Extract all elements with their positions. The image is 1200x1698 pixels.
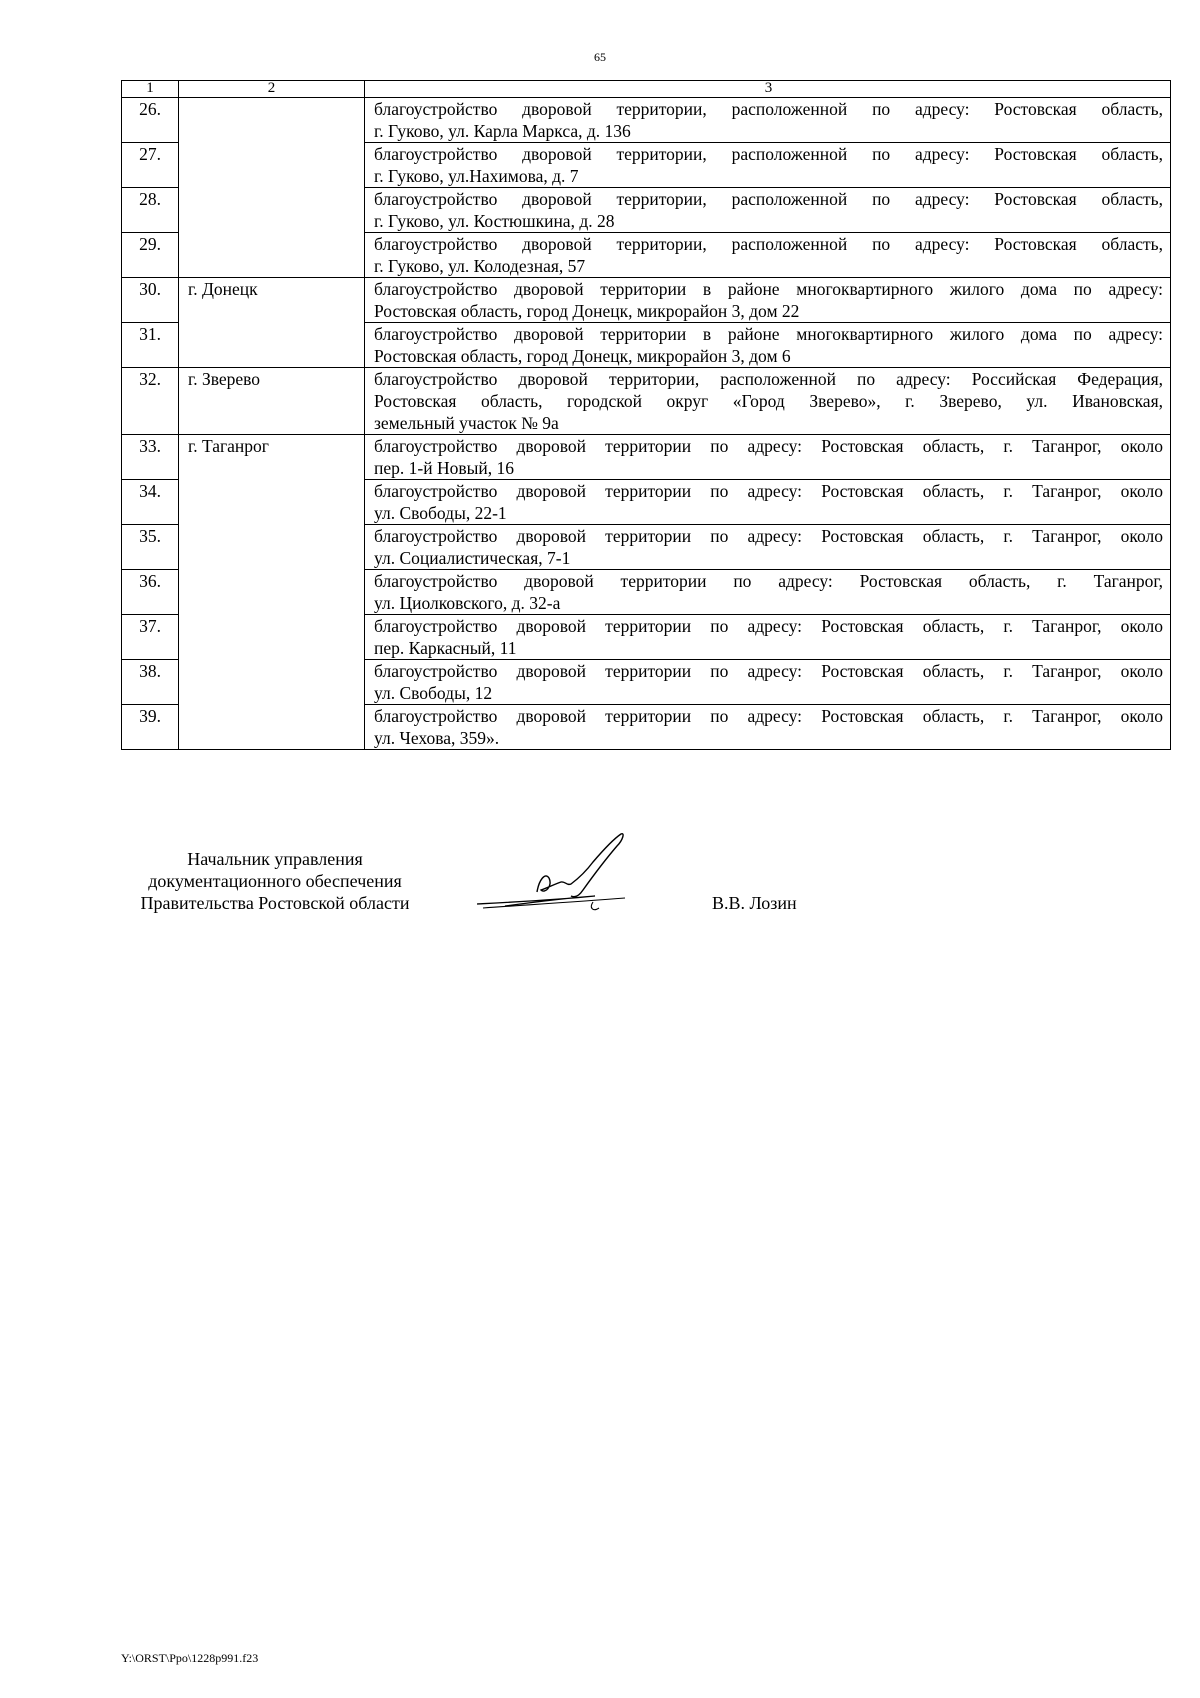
description-cell [365,480,1171,525]
description-line: ул. Циолковского, д. 32-а [374,593,561,613]
handwritten-signature [475,832,675,922]
row-number: 34. [122,480,179,525]
signature-title [120,848,430,914]
row-number: 26. [122,98,179,143]
municipality-cell [179,98,365,278]
row-number: 29. [122,233,179,278]
document-table [121,80,1171,750]
description-line: благоустройство дворовой территории по адресу: Ростовская область, г. Таганрог, около [374,526,1163,546]
description-cell [365,323,1171,368]
description-line: благоустройство дворовой территории, расположенной по адресу: Ростовская область, [374,144,1163,164]
description-cell [365,143,1171,188]
description-line: ул. Свободы, 12 [374,683,493,703]
signature-title-line-2: документационного обеспечения [148,871,402,891]
file-path-footer: Y:\ORST\Ppo\1228p991.f23 [121,1651,259,1665]
row-number: 28. [122,188,179,233]
header-col-2: 2 [179,81,365,98]
row-number: 39. [122,705,179,750]
description-line: Ростовская область, город Донецк, микрорайон 3, дом 22 [374,301,800,321]
header-col-3: 3 [365,81,1171,98]
description-line: г. Гуково, ул. Колодезная, 57 [374,256,586,276]
table-row [122,278,1171,323]
row-number: 32. [122,368,179,435]
municipality-cell: г. Донецк [179,278,365,368]
table-header-row [122,81,1171,98]
description-line: Ростовская область, городской округ «Город Зверево», г. Зверево, ул. Ивановская, [374,391,1163,411]
description-line: г. Гуково, ул. Карла Маркса, д. 136 [374,121,631,141]
row-number: 27. [122,143,179,188]
description-line: пер. Каркасный, 11 [374,638,517,658]
description-cell [365,660,1171,705]
description-cell [365,705,1171,750]
description-line: г. Гуково, ул. Костюшкина, д. 28 [374,211,615,231]
row-number: 38. [122,660,179,705]
description-line: г. Гуково, ул.Нахимова, д. 7 [374,166,579,186]
description-line: благоустройство дворовой территории, расположенной по адресу: Ростовская область, [374,234,1163,254]
row-number: 30. [122,278,179,323]
description-cell [365,368,1171,435]
row-number: 31. [122,323,179,368]
description-line: благоустройство дворовой территории по адресу: Ростовская область, г. Таганрог, [374,571,1163,591]
description-cell [365,98,1171,143]
description-cell [365,233,1171,278]
description-line: ул. Чехова, 359». [374,728,500,748]
municipality-cell: г. Таганрог [179,435,365,750]
description-line: Ростовская область, город Донецк, микрорайон 3, дом 6 [374,346,791,366]
description-line: благоустройство дворовой территории в районе многоквартирного жилого дома по адресу: [374,324,1163,344]
signer-name: В.В. Лозин [712,893,797,913]
description-line: благоустройство дворовой территории в районе многоквартирного жилого дома по адресу: [374,279,1163,299]
description-line: благоустройство дворовой территории по адресу: Ростовская область, г. Таганрог, около [374,436,1163,456]
header-col-1: 1 [122,81,179,98]
row-number: 35. [122,525,179,570]
description-line: благоустройство дворовой территории по адресу: Ростовская область, г. Таганрог, около [374,481,1163,501]
description-cell [365,435,1171,480]
description-cell [365,188,1171,233]
description-cell [365,570,1171,615]
description-line: ул. Свободы, 22-1 [374,503,507,523]
municipality-cell: г. Зверево [179,368,365,435]
signature-title-line-1: Начальник управления [187,849,363,869]
row-number: 36. [122,570,179,615]
description-line: благоустройство дворовой территории по адресу: Ростовская область, г. Таганрог, около [374,616,1163,636]
description-line: ул. Социалистическая, 7-1 [374,548,571,568]
description-line: земельный участок № 9а [374,413,559,433]
table-row [122,98,1171,143]
description-cell [365,278,1171,323]
table-row [122,435,1171,480]
row-number: 33. [122,435,179,480]
description-cell [365,615,1171,660]
signature-title-line-3: Правительства Ростовской области [140,893,410,913]
page-number: 65 [594,50,606,64]
description-line: благоустройство дворовой территории, расположенной по адресу: Ростовская область, [374,99,1163,119]
description-cell [365,525,1171,570]
description-line: благоустройство дворовой территории, расположенной по адресу: Ростовская область, [374,189,1163,209]
description-line: пер. 1-й Новый, 16 [374,458,514,478]
row-number: 37. [122,615,179,660]
table-row [122,368,1171,435]
description-line: благоустройство дворовой территории по адресу: Ростовская область, г. Таганрог, около [374,706,1163,726]
description-line: благоустройство дворовой территории по адресу: Ростовская область, г. Таганрог, около [374,661,1163,681]
description-line: благоустройство дворовой территории, расположенной по адресу: Российская Федерация, [374,369,1163,389]
